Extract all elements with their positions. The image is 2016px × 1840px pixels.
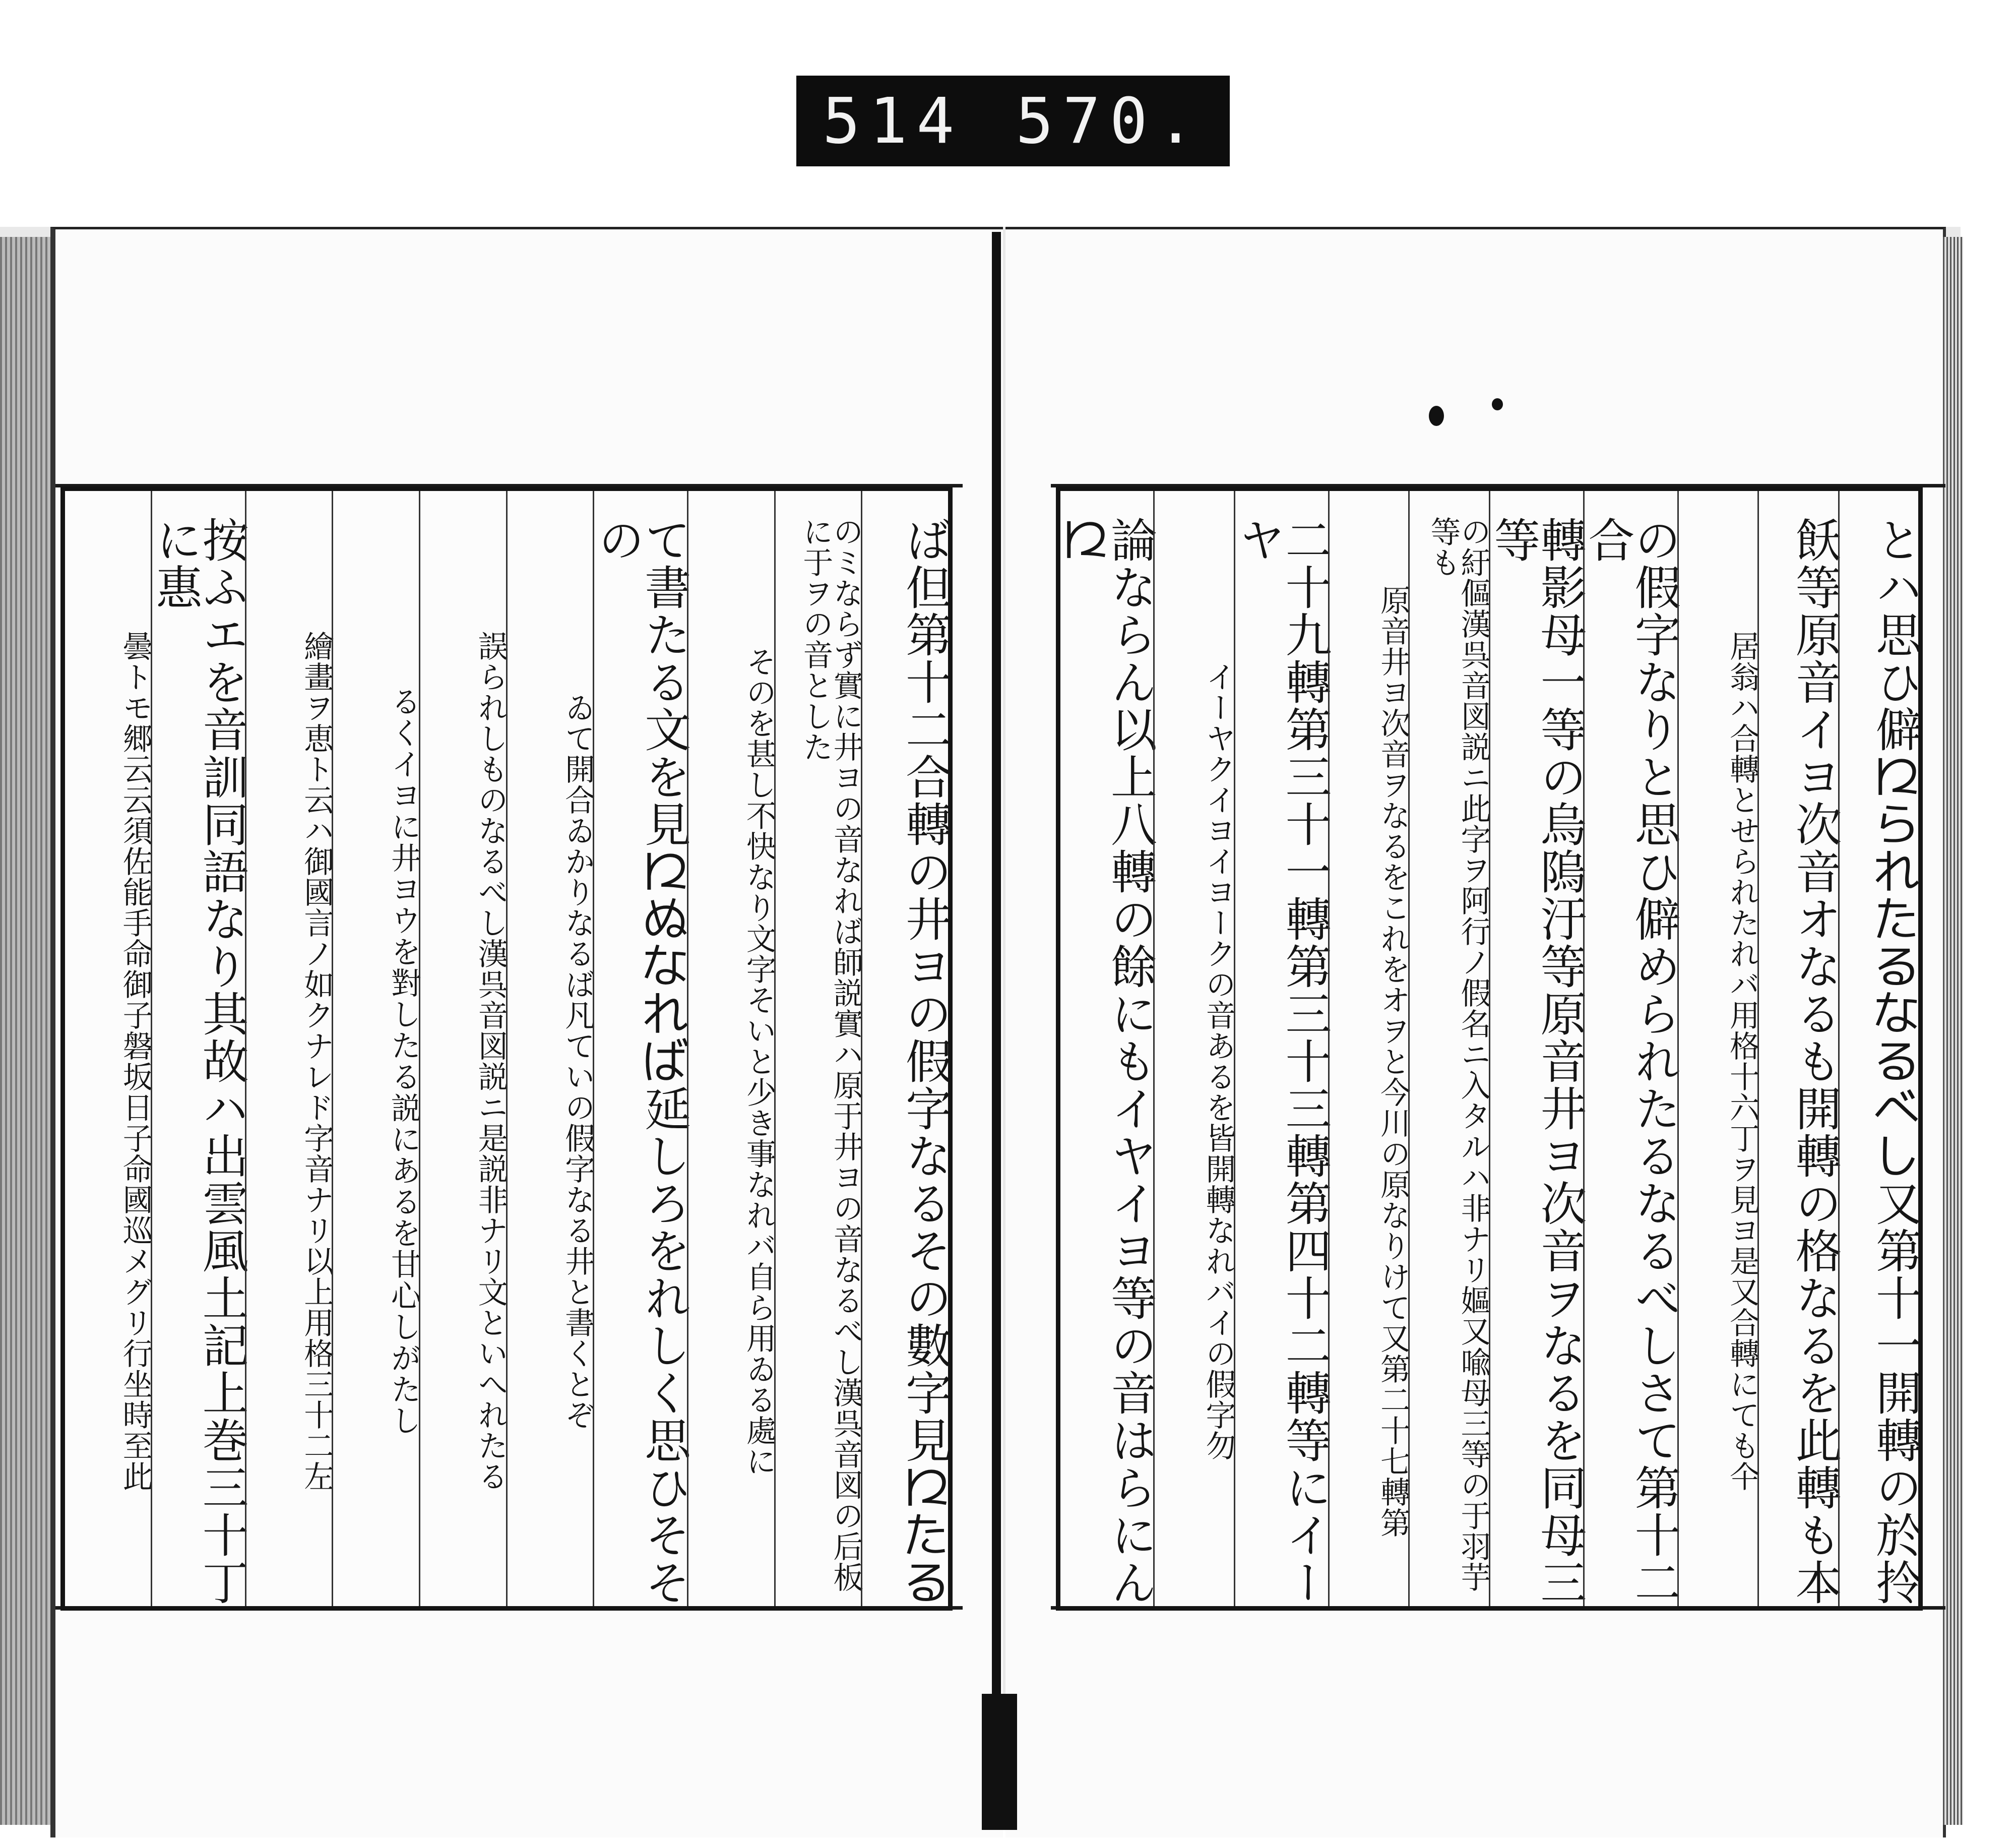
- text-column: イーヤクイヨイヨークの音あるを皆開轉なれバイの假字勿: [1153, 491, 1234, 1606]
- text-column: の假字なりと思ひ僻められたるなるべしさて第十二合: [1583, 491, 1677, 1606]
- text-column: 繪畫ヲ恵ト云ハ御國言ノ如クナレド字音ナリ以上用格三十二左: [245, 491, 332, 1606]
- text-column: 論ならん以上八轉の餘にもイヤイヨ等の音はらにん𛀁: [1057, 516, 1157, 1606]
- text-column: ば但第十二合轉の井ヨの假字なるその數字見𛀁たる: [861, 491, 948, 1606]
- text-column: とハ思ひ僻𛀁られたるなるべし又第十一開轉の於拎: [1838, 491, 1919, 1606]
- text-column: 飫等原音イヨ次音オなるも開轉の格なるを此轉も本: [1757, 491, 1838, 1606]
- text-column: 曇トモ郷云云須佐能手命御子磐坂日子命國巡メグリ行坐時至此: [117, 631, 153, 1492]
- archive-label: [796, 76, 1230, 166]
- text-column: 按ふエを音訓同語なり其故ハ出雲風土記上巻三十丁に惠: [151, 491, 245, 1606]
- page-edges: [1943, 237, 1963, 1825]
- right-text-frame: [1056, 486, 1923, 1611]
- ink-spot: [1492, 398, 1503, 410]
- text-column: のミならず實に井ヨの音なれば師説實ハ原于井ヨの音なるべし漢呉音図の后板に于ヲの音とした: [774, 491, 861, 1606]
- text-column: て書たる文を見𛀁ぬなれば延しろをれしく思ひそその: [593, 491, 687, 1606]
- text-column: 居翁ハ合轉とせられたれバ用格十六丁ヲ見ヨ是又合轉にても仐: [1677, 491, 1758, 1606]
- archive-number-right: 570.: [1016, 84, 1204, 158]
- text-column: 二十九轉第三十一轉第三十三轉第四十二轉等にイーヤ: [1234, 491, 1328, 1606]
- archive-number-left: 514: [822, 84, 964, 158]
- spine-tab: [982, 1694, 1017, 1830]
- book-spine: [992, 232, 1001, 1820]
- left-text-frame: [60, 486, 953, 1611]
- text-column: るくイヨに井ヨウを對したる説にあるを甘心しがたし: [332, 491, 419, 1606]
- text-column: ゐて開合ゐかりなるば凡ていの假字なる井と書くとぞ: [506, 491, 593, 1606]
- text-column: そのを甚し不快なり文字そいと少き事なれバ自ら用ゐる處に: [687, 491, 774, 1606]
- text-column: の紆傴漢呉音図説ニ此字ヲ阿行ノ假名ニ入タルハ非ナリ嫗又喩母三等の于羽芋等も: [1408, 491, 1489, 1606]
- text-column: 誤られしものなるべし漢呉音図説ニ是説非ナリ文といへれたる: [419, 491, 506, 1606]
- text-column: 原音井ヨ次音ヲなるをこれをオヲと今川の原なりけて又第二十七轉第: [1328, 491, 1409, 1606]
- ink-spot: [1429, 406, 1444, 426]
- scan-edge: [0, 237, 55, 1825]
- text-column: 轉影母一等の烏隖汙等原音井ヨ次音ヲなるを同母三等: [1489, 491, 1583, 1606]
